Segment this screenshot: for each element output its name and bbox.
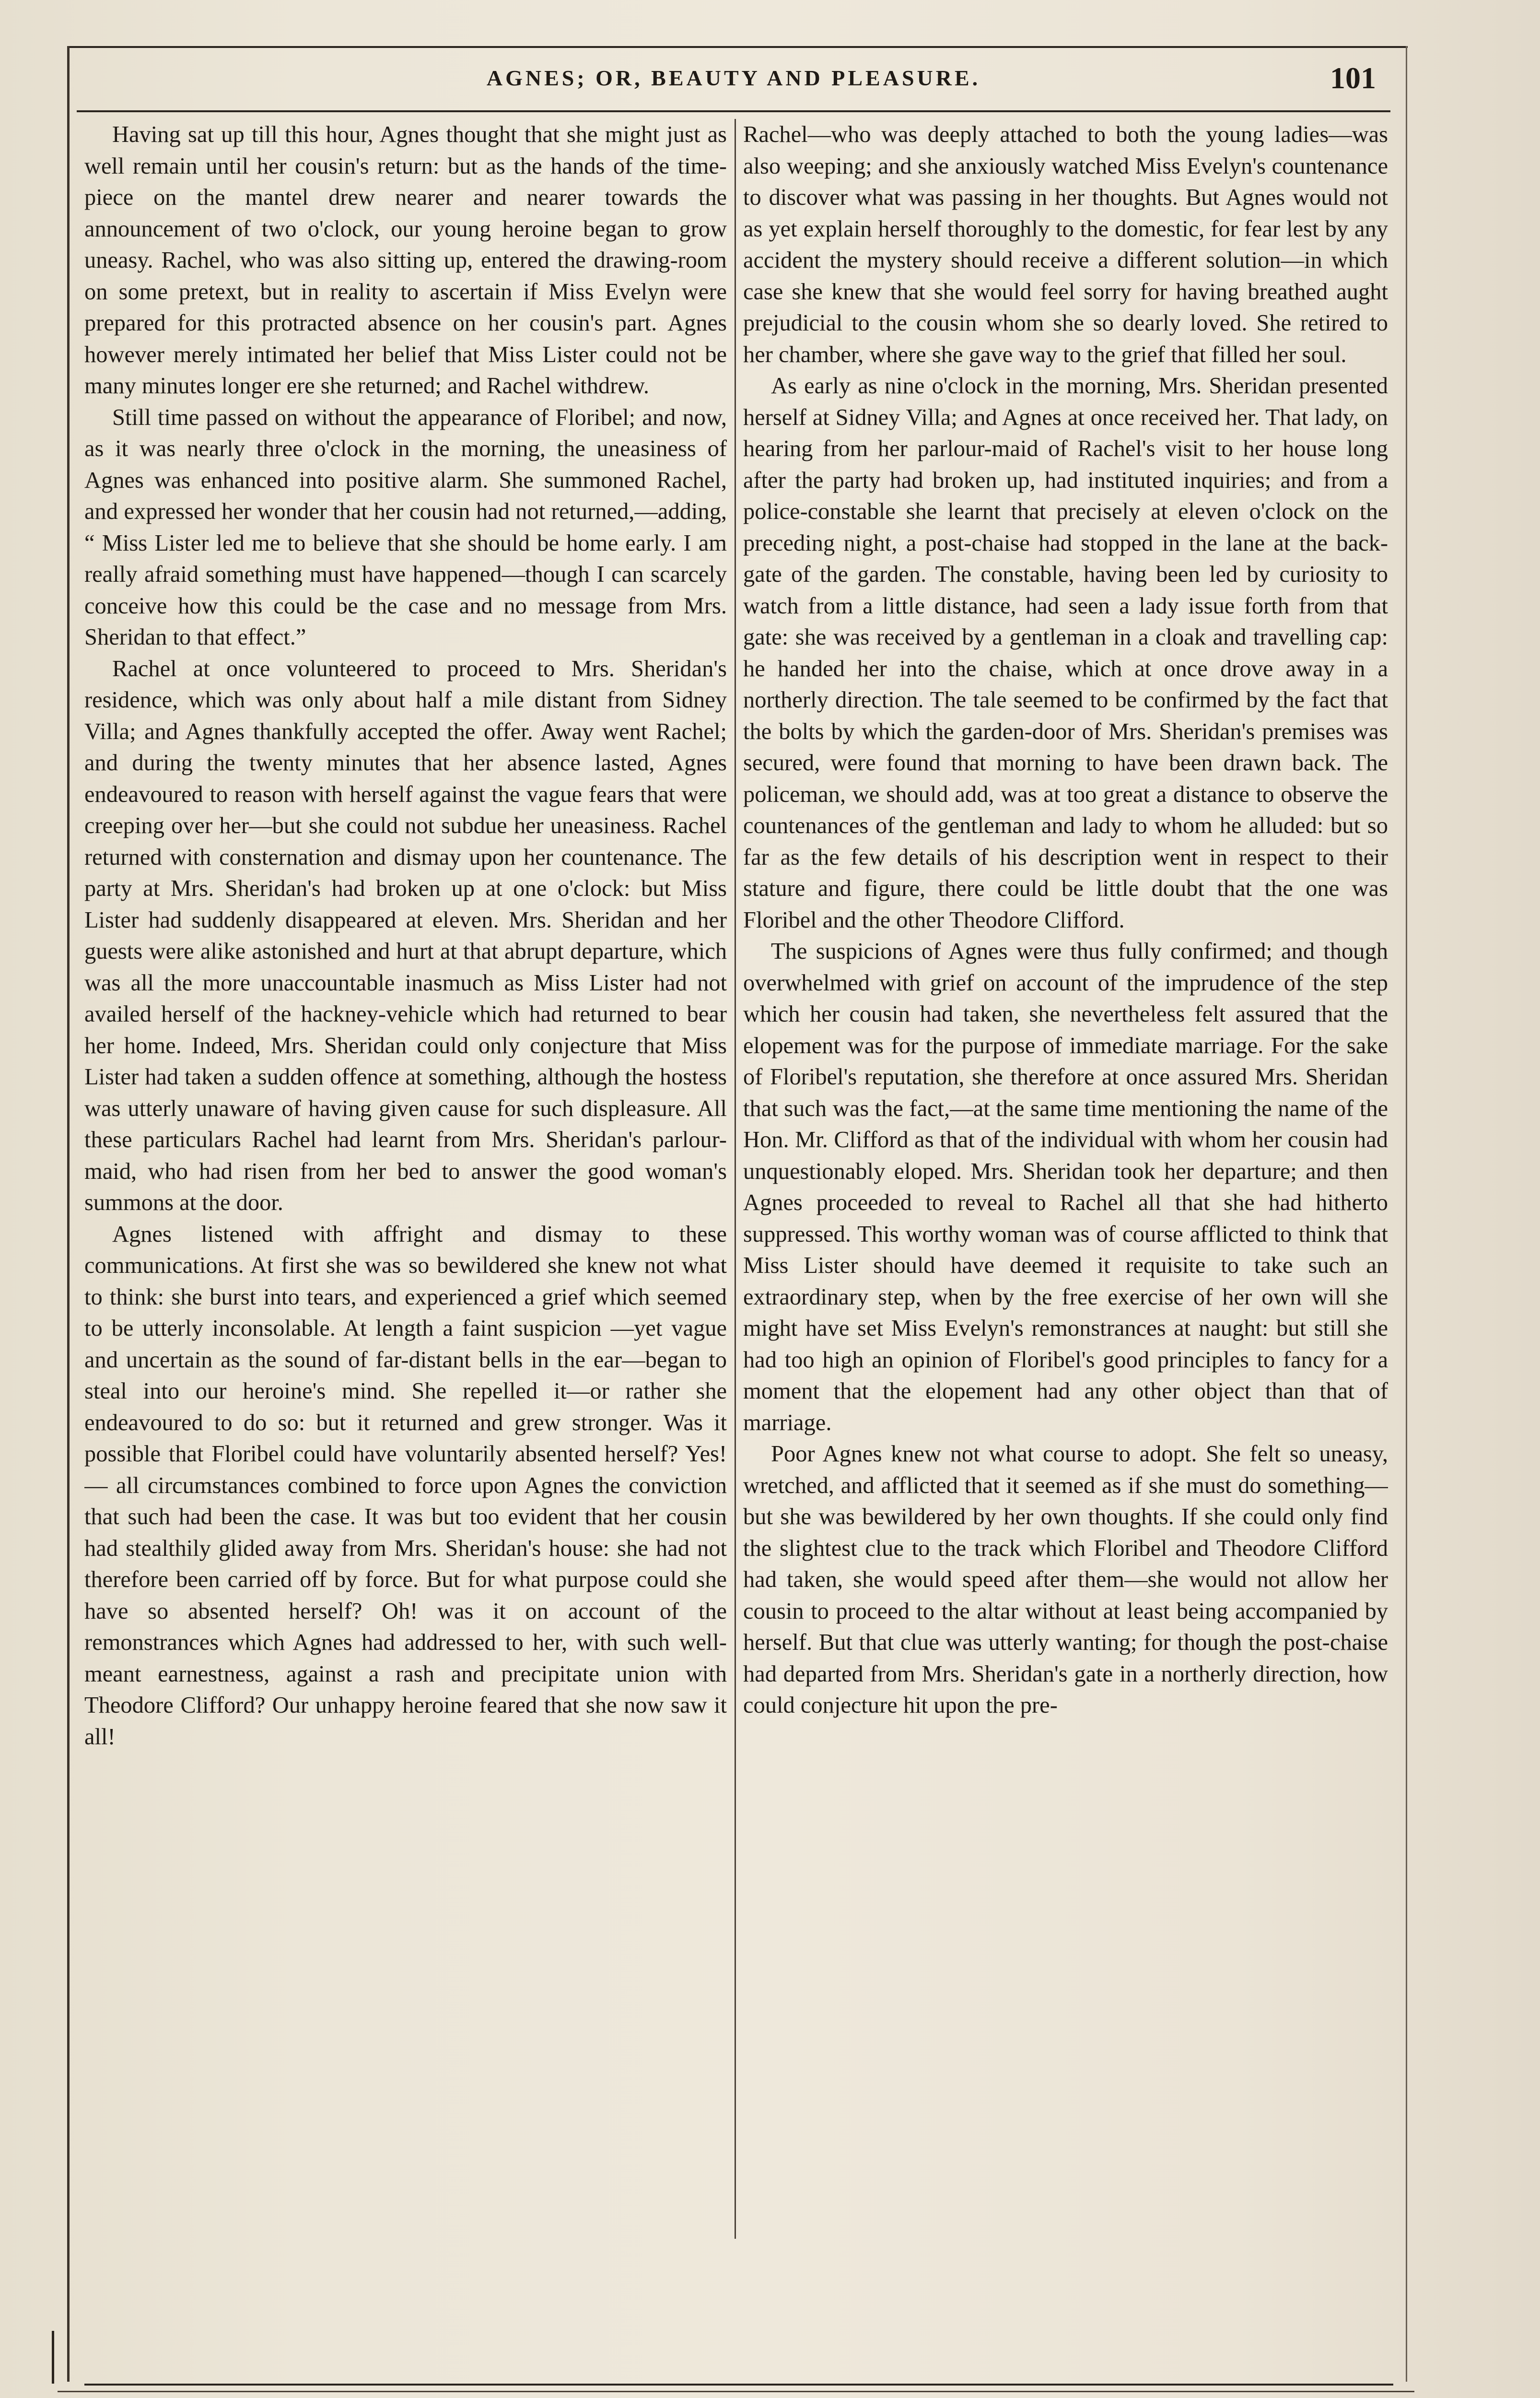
paragraph: Rachel—who was deeply attached to both the young ladies—was also weeping; and she anxiously watched Miss Evelyn's countenance to discover what was passing in her thoughts. But Agnes would not as yet explain herself thoroughly to the domestic, for fear lest by any accident the mystery should receive a different solution—in which case she knew that she would feel sorry for having breathed aught prejudicial to the cousin whom she so dearly loved. She retired to her chamber, where she gave way to the grief that filled her soul. — [743, 122, 1388, 367]
bottom-rule — [84, 2384, 1393, 2386]
page-header — [77, 58, 1390, 112]
frame-left-rule — [67, 46, 70, 2382]
paragraph: Agnes listened with affright and dismay to these communications. At first she was so bewildered she knew not what to think: she burst into tears, and experienced a grief which seemed to be utterly inconsolable. At length a faint suspicion —yet vague and uncertain as the sound of far-distant bells in the ear—began to steal into our heroine's mind. She repelled it—or rather she endeavoured to do so: but it returned and grew stronger. Was it possible that Floribel could have voluntarily absented herself? Yes! — all circumstances combined to force upon Agnes the conviction that such had been the case. It was but too evident that her cousin had stealthily glided away from Mrs. Sheridan's house: she had not therefore been carried off by force. But for what purpose could she have so absented herself? Oh! was it on account of the remonstrances which Agnes had addressed to her, with such well-meant earnestness, against a rash and precipitate union with Theodore Clifford? Our unhappy heroine feared that she now saw it all! — [84, 1221, 727, 1750]
bottom-rule — [58, 2391, 1414, 2392]
column-divider — [735, 119, 736, 2239]
left-column — [84, 119, 727, 2325]
running-title: AGNES; OR, BEAUTY AND PLEASURE. — [486, 66, 981, 90]
margin-mark — [52, 2331, 54, 2384]
paragraph: Poor Agnes knew not what course to adopt. She felt so uneasy, wretched, and afflicted that it seemed as if she must do something—but she was bewildered by her own thoughts. If she could only find the slightest clue to the track which Floribel and Theodore Clifford had taken, she would speed after them—she would not allow her cousin to proceed to the altar without at least being accompanied by herself. But that clue was utterly wanting; for though the post-chaise had departed from Mrs. Sheridan's gate in a northerly direction, how could conjecture hit upon the pre- — [743, 1441, 1388, 1718]
page-number: 101 — [1330, 61, 1376, 95]
paragraph: As early as nine o'clock in the morning, Mrs. Sheridan presented herself at Sidney Villa; and Agnes at once received her. That lady, on hearing from her parlour-maid of Rachel's visit to her house long after the party had broken up, had instituted inquiries; and from a police-constable she learnt that precisely at eleven o'clock on the preceding night, a post-chaise had stopped in the lane at the back-gate of the garden. The constable, having been led by curiosity to watch from a little distance, had seen a lady issue forth from that gate: she was received by a gentleman in a cloak and travelling cap: he handed her into the chaise, which at once drove away in a northerly direction. The tale seemed to be confirmed by the fact that the bolts by which the garden-door of Mrs. Sheridan's premises was secured, were found that morning to have been drawn back. The policeman, we should add, was at too great a distance to observe the countenances of the gentleman and lady to whom he alluded: but so far as the few details of his description went in respect to their stature and figure, there could be little doubt that the one was Floribel and the other Theodore Clifford. — [743, 373, 1388, 933]
paragraph: Still time passed on without the appearance of Floribel; and now, as it was nearly three o'clock in the morning, the uneasiness of Agnes was enhanced into positive alarm. She summoned Rachel, and expressed her wonder that her cousin had not returned,—adding, “ Miss Lister led me to believe that she should be home early. I am really afraid something must have happened—though I can scarcely conceive how this could be the case and no message from Mrs. Sheridan to that effect.” — [84, 404, 727, 650]
paragraph: Rachel at once volunteered to proceed to Mrs. Sheridan's residence, which was only about half a mile distant from Sidney Villa; and Agnes thankfully accepted the offer. Away went Rachel; and during the twenty minutes that her absence lasted, Agnes endeavoured to reason with herself against the vague fears that were creeping over her—but she could not subdue her uneasiness. Rachel returned with consternation and dismay upon her countenance. The party at Mrs. Sheridan's had broken up at one o'clock: but Miss Lister had suddenly disappeared at eleven. Mrs. Sheridan and her guests were alike astonished and hurt at that abrupt departure, which was all the more unaccountable inasmuch as Miss Lister had not availed herself of the hackney-vehicle which had returned to bear her home. Indeed, Mrs. Sheridan could only conjecture that Miss Lister had taken a sudden offence at something, although the hostess was utterly unaware of having given cause for such displeasure. All these particulars Rachel had learnt from Mrs. Sheridan's parlour-maid, who had risen from her bed to answer the good woman's summons at the door. — [84, 656, 727, 1215]
paragraph: Having sat up till this hour, Agnes thought that she might just as well remain until her cousin's return: but as the hands of the time-piece on the mantel drew nearer and nearer towards the announcement of two o'clock, our young heroine began to grow uneasy. Rachel, who was also sitting up, entered the drawing-room on some pretext, but in reality to ascertain if Miss Evelyn were prepared for this protracted absence on her cousin's part. Agnes however merely intimated her belief that Miss Lister could not be many minutes longer ere she returned; and Rachel withdrew. — [84, 122, 727, 399]
right-column — [743, 119, 1388, 2325]
frame-right-rule — [1406, 46, 1407, 2382]
paragraph: The suspicions of Agnes were thus fully confirmed; and though overwhelmed with grief on account of the imprudence of the step which her cousin had taken, she nevertheless felt assured that the elopement was for the purpose of immediate marriage. For the sake of Floribel's reputation, she therefore at once assured Mrs. Sheridan that such was the fact,—at the same time mentioning the name of the Hon. Mr. Clifford as that of the individual with whom her cousin had unquestionably eloped. Mrs. Sheridan took her departure; and then Agnes proceeded to reveal to Rachel all that she had hitherto suppressed. This worthy woman was of course afflicted to think that Miss Lister should have deemed it requisite to take such an extraordinary step, when by the free exercise of her own will she might have set Miss Evelyn's remonstrances at naught: but still she had too high an opinion of Floribel's good principles to fancy for a moment that the elopement had any other object than that of marriage. — [743, 939, 1388, 1435]
